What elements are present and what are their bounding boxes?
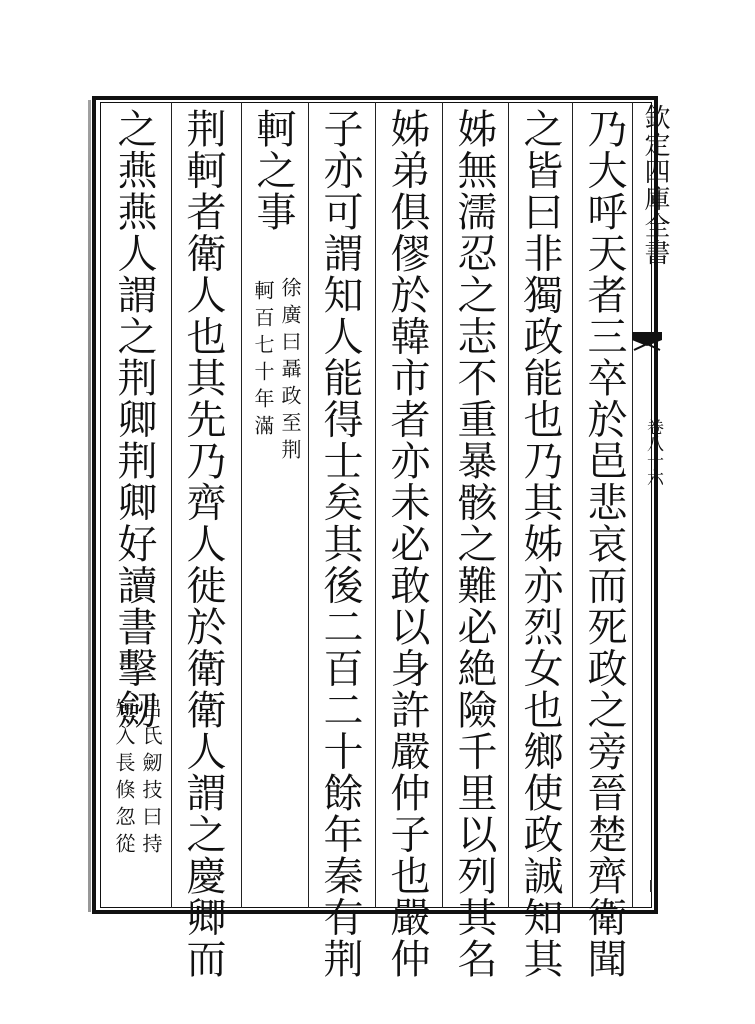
text-column-8: 之燕燕人謂之荆卿荆卿好讀書擊劒 [111, 108, 157, 731]
text-column-3: 姊無濡忍之志不重暴骸之難必絶險千里以列其名 [451, 108, 497, 980]
juan-number: 卷八十六 [643, 418, 663, 486]
column-rule [171, 102, 172, 908]
page-tick-mark [650, 880, 652, 892]
column-rule [508, 102, 509, 908]
commentary-note-right: 吕氏劒技曰持 [139, 698, 163, 860]
scan-edge-shadow [88, 100, 91, 912]
text-column-2: 之皆曰非獨政能也乃其姊亦烈女也鄉使政誠知其 [517, 108, 563, 980]
text-column-7: 荆軻者衛人也其先乃齊人徙於衛衛人謂之慶卿而 [180, 108, 226, 980]
fishtail-mark-icon [632, 332, 662, 360]
commentary-note-left: 軻百七十年滿 [251, 280, 275, 442]
gutter-rule [632, 102, 633, 908]
commentary-note-right: 徐廣曰聶政至荆 [278, 277, 302, 466]
commentary-note-left: 短入長倏忽從 [112, 698, 136, 860]
text-column-4: 姊弟俱僇於韓市者亦未必敢以身許嚴仲子也嚴仲 [384, 108, 430, 980]
text-column-1: 乃大呼天者三卒於邑悲哀而死政之旁晉楚齊衛聞 [581, 108, 627, 980]
text-column-5: 子亦可謂知人能得士矣其後二百二十餘年秦有荆 [317, 108, 363, 980]
column-rule [572, 102, 573, 908]
column-rule [308, 102, 309, 908]
column-rule [442, 102, 443, 908]
column-rule [241, 102, 242, 908]
column-rule [375, 102, 376, 908]
text-column-6: 軻之事 [250, 108, 296, 233]
book-title: 欽定四庫全書 [640, 104, 670, 266]
